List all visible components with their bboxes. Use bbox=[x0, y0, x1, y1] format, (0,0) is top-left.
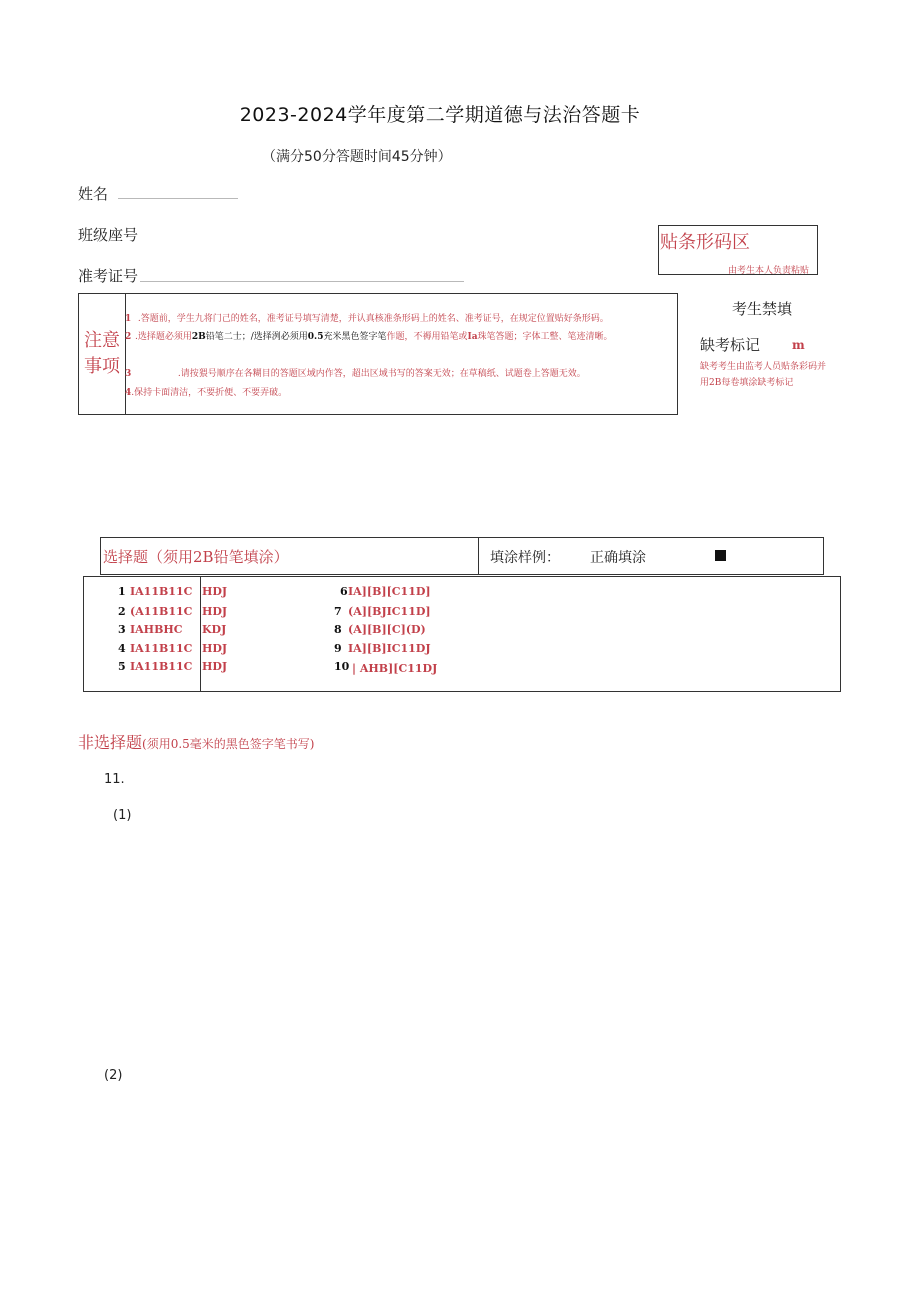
notice-num: 4 bbox=[125, 388, 132, 398]
barcode-note: 由考生本人负责粘贴 bbox=[728, 266, 810, 276]
notice-bold: 0.5 bbox=[307, 332, 324, 342]
answer-options[interactable]: IA11B11C bbox=[130, 642, 193, 655]
answer-grid-divider bbox=[200, 577, 201, 691]
sample-label: 填涂样例： bbox=[490, 550, 560, 566]
notice-text: .答题前，学生九将门己的姓名，准考证号填写清楚，并认真核准条形码上的姓名、准考证号，在规定位置贴好条形码。 bbox=[137, 314, 609, 324]
question-11-part-2: (2) bbox=[104, 1068, 123, 1083]
answer-options[interactable]: | AHB][C11DJ bbox=[352, 662, 438, 675]
question-11-label: 11. bbox=[104, 772, 125, 787]
notice-item-4 bbox=[125, 385, 675, 402]
name-field[interactable] bbox=[118, 198, 238, 199]
question-number: 5 bbox=[118, 660, 126, 673]
question-number: 2 bbox=[118, 605, 126, 618]
notice-item-2 bbox=[125, 329, 675, 346]
notice-text: 铅笔二士；/选择洌必须用 bbox=[205, 332, 308, 342]
answer-options-d[interactable]: KDJ bbox=[202, 623, 227, 636]
notice-text: .请按猥号顺序在各糊目的答题区域内作答，超出区域书写的答案无效；在草稿纸、试题卷上答題无效。 bbox=[177, 369, 586, 379]
answer-options[interactable]: IA][B]IC11DJ bbox=[348, 642, 431, 655]
question-number: 1 bbox=[118, 585, 126, 598]
nonchoice-title-text: 非选择题 bbox=[78, 733, 143, 752]
question-number: 9 bbox=[334, 642, 342, 655]
sample-correct-label: 正确填涂 bbox=[590, 550, 646, 566]
answer-options-d[interactable]: HDJ bbox=[202, 642, 228, 655]
question-number: 4 bbox=[118, 642, 126, 655]
page-title: 2023-2024学年度第二学期道德与法治答题卡 bbox=[239, 104, 641, 126]
exam-number-field[interactable] bbox=[140, 281, 464, 282]
notice-num: 2 bbox=[125, 332, 132, 342]
barcode-title: 贴条形码区 bbox=[660, 232, 750, 253]
notice-item-3 bbox=[125, 366, 675, 383]
choice-title: 选择题（须用2B铅笔填涂） bbox=[103, 548, 289, 566]
notice-box bbox=[78, 293, 678, 415]
notice-text: 作题，不褥用铅笔或 bbox=[386, 332, 468, 342]
answer-options[interactable]: IA11B11C bbox=[130, 585, 193, 598]
choice-header-divider bbox=[478, 538, 479, 574]
answer-options[interactable]: IAHBHC bbox=[130, 623, 183, 636]
question-11-part-1: (1) bbox=[113, 808, 132, 823]
question-number: 6 bbox=[340, 585, 348, 598]
notice-text: .保持卡面清洁，不要折便、不要弄破。 bbox=[131, 388, 288, 398]
answer-options[interactable]: (A][B][C](D) bbox=[348, 623, 426, 636]
question-number: 8 bbox=[334, 623, 342, 636]
answer-options-d[interactable]: HDJ bbox=[202, 660, 228, 673]
answer-options-d[interactable]: HDJ bbox=[202, 605, 228, 618]
examiner-only-title: 考生禁填 bbox=[732, 300, 793, 318]
choice-answer-grid bbox=[83, 576, 841, 692]
nonchoice-hint: (须用0.5毫米的黑色签字笔书写) bbox=[142, 737, 315, 751]
answer-options-d[interactable]: HDJ bbox=[202, 585, 228, 598]
notice-num: 3 bbox=[125, 369, 132, 379]
notice-item-1 bbox=[125, 311, 675, 328]
answer-options[interactable]: IA][B][C11D] bbox=[348, 585, 431, 598]
answer-options[interactable]: (A11B11C bbox=[130, 605, 193, 618]
question-number: 7 bbox=[334, 605, 342, 618]
notice-text: 珠笔答题；字体工整、笔迹清晰。 bbox=[477, 332, 613, 342]
notice-bold: Ia bbox=[467, 332, 478, 342]
answer-options[interactable]: IA11B11C bbox=[130, 660, 193, 673]
filled-square-icon bbox=[715, 550, 726, 561]
absent-note: 缺考考生由监考人员贴条彩码并用2B每卷填涂缺考标记 bbox=[700, 362, 827, 388]
question-number: 10 bbox=[334, 660, 350, 673]
notice-num: 1 bbox=[125, 314, 132, 324]
notice-text: 充米黑色签字笔 bbox=[323, 332, 387, 342]
absent-mark-label: 缺考标记 bbox=[700, 336, 761, 354]
question-number: 3 bbox=[118, 623, 126, 636]
notice-bold: 2B bbox=[191, 332, 206, 342]
notice-label: 注意事项 bbox=[84, 330, 120, 377]
answer-options[interactable]: (A][BJIC11D] bbox=[348, 605, 431, 618]
name-label: 姓名 bbox=[78, 185, 109, 203]
choice-header bbox=[100, 537, 824, 575]
nonchoice-title bbox=[78, 730, 314, 753]
class-seat-label: 班级座号 bbox=[78, 226, 139, 244]
notice-text: .选择题必须用 bbox=[135, 332, 192, 342]
absent-mark-box[interactable]: m bbox=[792, 338, 805, 352]
exam-number-label: 准考证号 bbox=[78, 267, 139, 285]
page-subtitle: （满分50分答题时间45分钟） bbox=[262, 149, 452, 165]
